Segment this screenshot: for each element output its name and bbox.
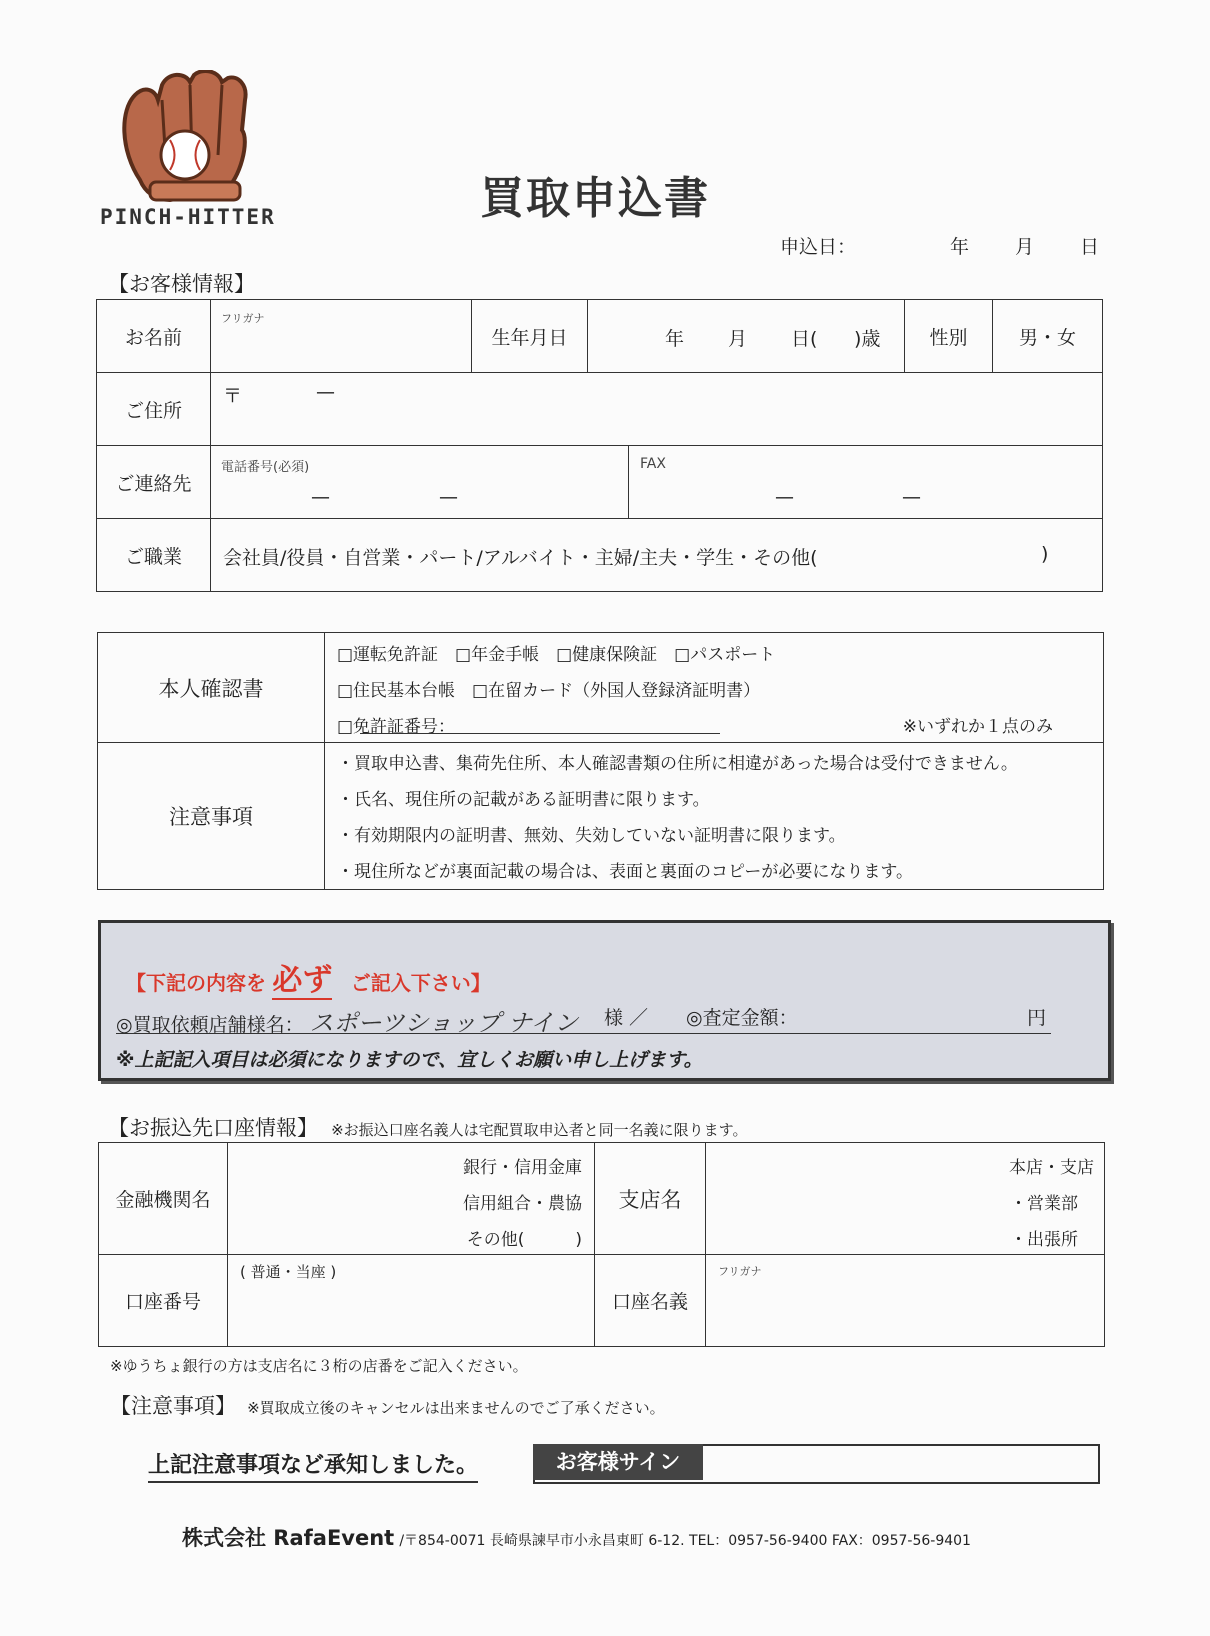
required-pre: 【下記の内容を <box>126 971 266 995</box>
required-post: ご記入下さい】 <box>350 971 491 995</box>
apply-date-day: 日 <box>1080 236 1100 258</box>
baseball-icon <box>161 131 209 179</box>
postal-mark: 〒 <box>223 385 243 407</box>
bank-heading: 【お振込先口座情報】 <box>108 1116 318 1140</box>
branch-field[interactable] <box>706 1143 1105 1255</box>
bank-table <box>98 1142 1105 1347</box>
job-label: ご職業 <box>97 519 211 592</box>
id-line-3[interactable]: □免許証番号： <box>337 717 456 737</box>
acknowledge-text: 上記注意事項など承知しました。 <box>148 1448 478 1483</box>
phone-dash-2: — <box>439 486 458 508</box>
logo <box>100 70 276 230</box>
fax-field[interactable] <box>630 446 1102 518</box>
company-name: 株式会社 RafaEvent <box>182 1526 395 1550</box>
final-notes-note: ※買取成立後のキャンセルは出来ませんのでご了承ください。 <box>247 1399 665 1417</box>
final-notes-heading: 【注意事項】 <box>110 1394 236 1418</box>
amount-field[interactable] <box>816 1003 1016 1029</box>
bank-heading-row <box>108 1112 747 1142</box>
caution-item: ・氏名、現住所の記載がある証明書に限ります。 <box>337 790 710 810</box>
id-caution-table <box>97 632 1104 890</box>
id-label: 本人確認書 <box>98 633 325 743</box>
fax-dash-2: — <box>902 486 921 508</box>
page-title: 買取申込書 <box>480 173 710 224</box>
account-name-furigana: フリガナ <box>718 1265 762 1278</box>
institution-type: 信用組合・農協 <box>463 1194 582 1214</box>
logo-text: PINCH-HITTER <box>100 205 276 229</box>
license-number-underline <box>360 733 720 734</box>
fax-label: FAX <box>640 456 666 472</box>
caution-list <box>325 743 1104 890</box>
furigana-label: フリガナ <box>221 312 265 325</box>
yucho-note: ※ゆうちょ銀行の方は支店名に３桁の店番をご記入ください。 <box>110 1357 528 1375</box>
phone-dash-1: — <box>311 486 330 508</box>
account-number-field[interactable] <box>228 1255 595 1347</box>
customer-info-heading: 【お客様情報】 <box>108 272 255 296</box>
required-heading <box>126 955 491 999</box>
institution-type: 銀行・信用金庫 <box>463 1158 582 1178</box>
caution-item: ・買取申込書、集荷先住所、本人確認書類の住所に相違があった場合は受付できません。 <box>337 754 1018 774</box>
branch-type: ・出張所 <box>1010 1230 1078 1250</box>
name-field[interactable] <box>211 300 472 373</box>
account-type: ( 普通・当座 ) <box>240 1263 337 1281</box>
bank-heading-note: ※お振込口座名義人は宅配買取申込者と同一名義に限ります。 <box>331 1121 748 1139</box>
caution-item: ・現住所などが裏面記載の場合は、表面と裏面のコピーが必要になります。 <box>337 862 913 882</box>
apply-date-month: 月 <box>1015 236 1035 258</box>
job-close: ) <box>1041 543 1049 565</box>
birth-year: 年 <box>665 328 685 350</box>
final-notes <box>110 1390 665 1420</box>
id-note: ※いずれか１点のみ <box>902 717 1053 737</box>
birth-field[interactable] <box>588 300 905 373</box>
id-line-1[interactable]: □運転免許証 □年金手帳 □健康保険証 □パスポート <box>337 645 776 665</box>
account-name-field[interactable] <box>706 1255 1105 1347</box>
required-must: 必ず <box>272 963 333 998</box>
job-field[interactable] <box>211 519 1103 592</box>
account-name-label: 口座名義 <box>595 1255 706 1347</box>
branch-type: ・営業部 <box>1010 1194 1078 1214</box>
gender-label: 性別 <box>905 300 993 373</box>
phone-field[interactable] <box>211 446 629 518</box>
apply-date-label: 申込日： <box>780 236 857 258</box>
required-box <box>98 920 1111 1081</box>
store-label: ◎買取依頼店舗様名： <box>116 1014 304 1036</box>
store-value[interactable]: スポーツショップ ナイン <box>309 1009 579 1037</box>
birth-label: 生年月日 <box>472 300 588 373</box>
company-footer <box>182 1522 971 1552</box>
institution-label: 金融機関名 <box>99 1143 228 1255</box>
apply-date-year: 年 <box>950 236 970 258</box>
phone-label: 電話番号(必須) <box>221 460 310 475</box>
birth-month: 月 <box>728 328 748 350</box>
caution-item: ・有効期限内の証明書、無効、失効していない証明書に限ります。 <box>337 826 846 846</box>
id-line-2[interactable]: □住民基本台帳 □在留カード（外国人登録済証明書） <box>337 681 761 701</box>
gender-field[interactable]: 男・女 <box>993 300 1103 373</box>
fax-dash-1: — <box>775 486 794 508</box>
store-suffix: 様 ／ <box>604 1007 649 1029</box>
name-label: お名前 <box>97 300 211 373</box>
contact-label: ご連絡先 <box>97 446 211 519</box>
signature-label: お客様サイン <box>533 1444 703 1480</box>
address-label: ご住所 <box>97 373 211 446</box>
customer-table <box>96 299 1103 592</box>
apply-date <box>780 232 1100 259</box>
contact-field <box>211 446 1103 519</box>
institution-field[interactable] <box>228 1143 595 1255</box>
baseball-glove-icon <box>110 70 270 220</box>
birth-day: 日( <box>791 328 818 350</box>
amount-unit: 円 <box>1026 1007 1046 1029</box>
company-address: /〒854-0071 長崎県諫早市小永昌東町 6-12. TEL：0957-56-9400 FAX：0957-56-9401 <box>399 1533 971 1549</box>
account-number-label: 口座番号 <box>99 1255 228 1347</box>
id-options[interactable] <box>325 633 1104 743</box>
required-footer: ※上記記入項目は必須になりますので、宜しくお願い申し上げます。 <box>116 1049 703 1071</box>
job-options: 会社員/役員・自営業・パート/アルバイト・主婦/主夫・学生・その他( <box>223 547 818 569</box>
store-line <box>116 1003 1051 1037</box>
address-field[interactable] <box>211 373 1103 446</box>
amount-label: ◎査定金額： <box>686 1007 798 1029</box>
caution-label: 注意事項 <box>98 743 325 890</box>
postal-dash: — <box>316 381 335 403</box>
institution-type: その他( ) <box>466 1230 582 1250</box>
branch-label: 支店名 <box>595 1143 706 1255</box>
birth-age: )歳 <box>854 328 881 350</box>
branch-type: 本店・支店 <box>1009 1158 1094 1178</box>
